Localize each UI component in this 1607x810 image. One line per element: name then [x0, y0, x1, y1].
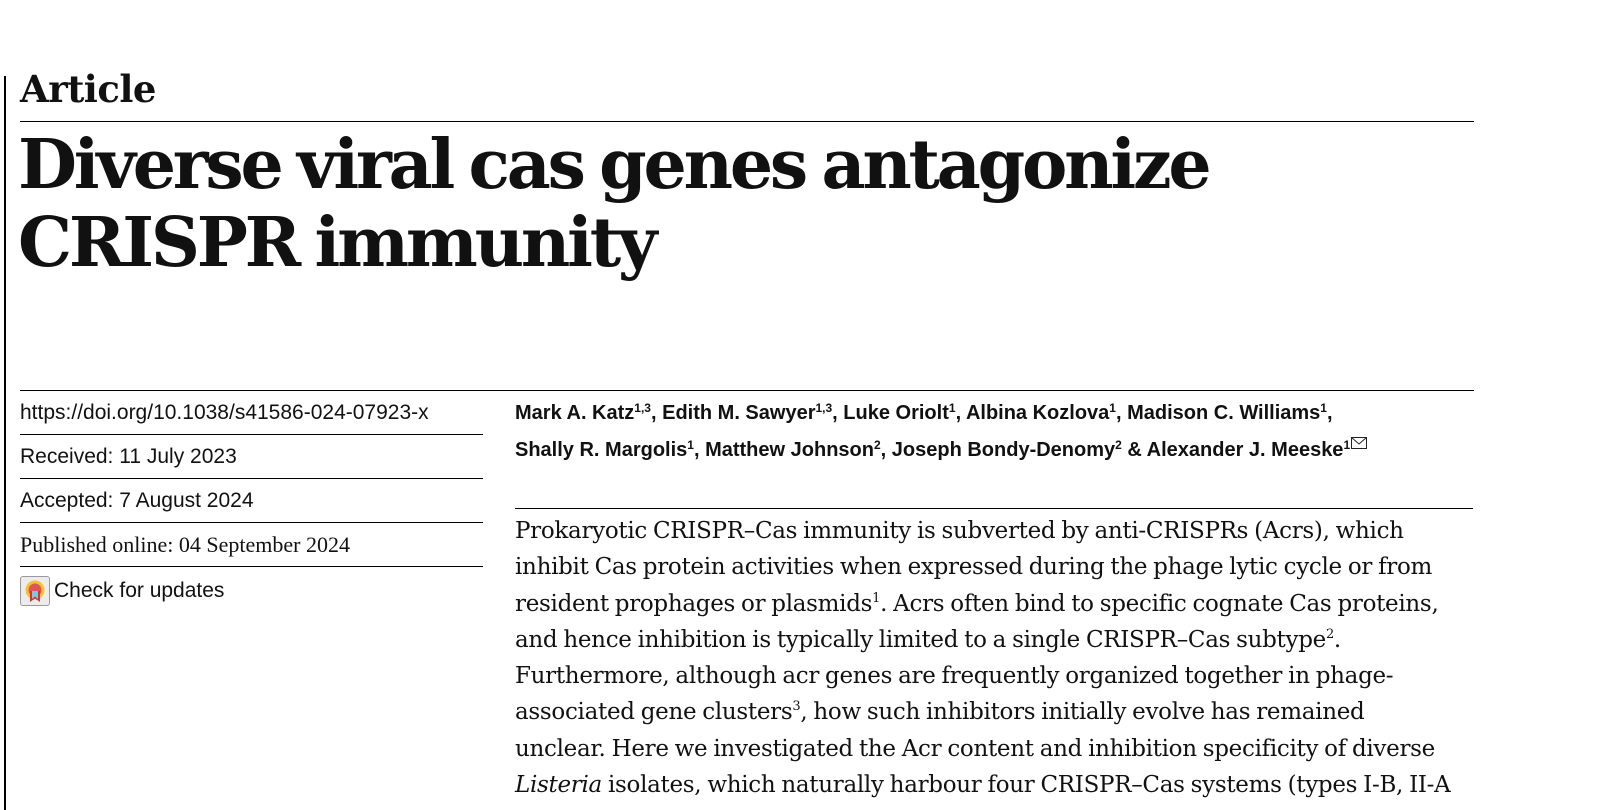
author[interactable]: Shally R. Margolis$^1$ [515, 438, 694, 461]
crossmark-icon [20, 576, 50, 606]
author[interactable]: Mark A. Katz$^{1,3}$ [515, 401, 651, 424]
article-type-label: Article [20, 67, 156, 111]
reference-2[interactable]: 2 [1325, 626, 1334, 642]
reference-1[interactable]: 1 [872, 590, 881, 606]
email-icon[interactable] [1351, 428, 1367, 458]
abstract-divider [515, 508, 1473, 509]
author[interactable]: Madison C. Williams$^1$ [1127, 401, 1327, 424]
reference-3[interactable]: 3 [792, 699, 801, 715]
check-for-updates-button[interactable] [20, 575, 483, 607]
check-for-updates-label: Check for updates [54, 579, 225, 602]
author[interactable]: Albina Kozlova$^1$ [965, 401, 1116, 424]
header-divider [20, 121, 1474, 122]
author[interactable]: Edith M. Sawyer$^{1,3}$ [662, 401, 833, 424]
published-date: Published online: 04 September 2024 [20, 523, 483, 567]
author[interactable]: Matthew Johnson$^2$ [705, 438, 881, 461]
doi-link[interactable]: https://doi.org/10.1038/s41586-024-07923-x [20, 401, 429, 424]
abstract-text: Prokaryotic CRISPR–Cas immunity is subverted by anti-CRISPRs (Acrs), which inhibit Cas protein activities when expressed during the phage lytic cycle or from resident prophages or plasmids$^1$. Acrs often bind to specific cognate Cas proteins, and hence inhibition is typically limited to a single CRISPR–Cas subtype$^2$. Furthermore, although acr genes are frequently organized together in phage- associated gene clusters$^3$, how such inhibitors initially evolve has remained unclear. Here we investigated the Acr content and inhibition specificity of diverse Listeria isolates, which naturally harbour four CRISPR–Cas systems (types I-B, II-A [515, 518, 1451, 799]
article-metadata-sidebar [20, 391, 483, 607]
accepted-date: Accepted: 7 August 2024 [20, 479, 483, 523]
author[interactable]: Luke Oriolt$^1$ [843, 401, 956, 424]
received-date: Received: 11 July 2023 [20, 435, 483, 479]
author[interactable]: Joseph Bondy-Denomy$^2$ [891, 438, 1122, 461]
doi-row [20, 391, 483, 435]
author-list: Mark A. Katz$^{1,3}$, Edith M. Sawyer$^{1,3}$, Luke Oriolt$^1$, Albina Kozlova$^1$, Madison C. Williams$^1$, Shally R. Margolis$^1$, Matthew Johnson$^2$, Joseph Bondy-Denomy$^2$ & Alexander J. Meeske$^1$ [515, 398, 1475, 465]
left-margin-rule [4, 76, 6, 810]
author[interactable]: Alexander J. Meeske$^1$ [1146, 438, 1351, 461]
article-title: Diverse viral cas genes antagonize CRISPR immunity [18, 125, 1209, 283]
